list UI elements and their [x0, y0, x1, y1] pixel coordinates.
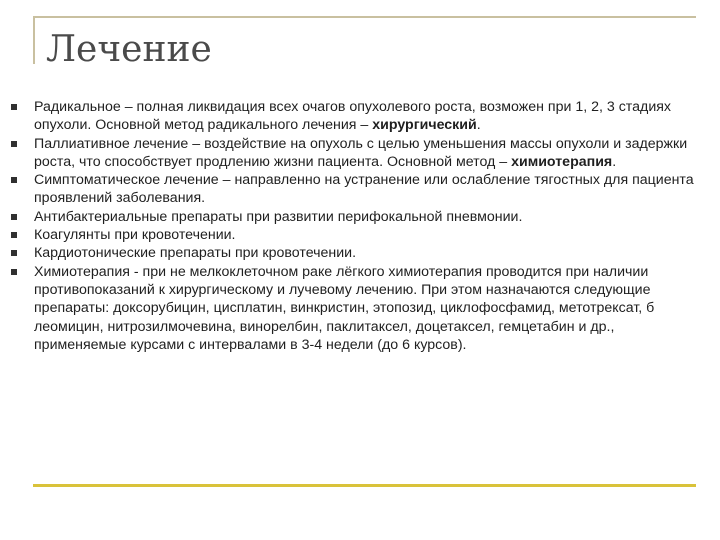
left-decorative-line — [33, 16, 35, 64]
bullet-bold-text: химиотерапия — [511, 153, 613, 170]
bullet-square-icon — [11, 141, 17, 147]
bullet-square-icon — [11, 177, 17, 183]
bullet-text: Симптоматическое лечение – направленно на устранение или ослабление тягостных для пациента проявлений заболевания. — [34, 172, 694, 207]
bullet-square-icon — [11, 232, 17, 238]
bullet-square-icon — [11, 214, 17, 220]
bullet-text: Радикальное – полная ликвидация всех очагов опухолевого роста, возможен при 1, 2, 3 стадиях опухоли. Основной метод радикального лечения – — [34, 99, 672, 134]
bullet-item-palliative — [0, 135, 694, 172]
bullet-square-icon — [11, 269, 17, 275]
bullet-list — [0, 98, 720, 354]
bullet-text: Химиотерапия - при не мелкоклеточном раке лёгкого химиотерапия проводится при наличии противопоказаний к хирургическому и лучевому лечению. При этом назначаются следующие препараты: доксорубицин, цисплатин, винкристин, этопозид, циклофосфамид, метотрексат, б леомицин, нитрозилмочевина, винорелбин, паклитаксел, доцетаксел, гемцетабин и др., применяемые курсами с интервалами в 3-4 недели (до 6 курсов). — [34, 263, 655, 353]
bullet-tail-text: . — [476, 117, 481, 134]
bottom-decorative-line — [33, 484, 696, 487]
bullet-item-cardiotonic — [0, 244, 694, 262]
bullet-item-chemotherapy — [0, 263, 694, 354]
bullet-square-icon — [11, 250, 17, 256]
bullet-text: Коагулянты при кровотечении. — [34, 227, 236, 244]
bullet-item-antibacterial — [0, 208, 694, 226]
bullet-item-radical — [0, 98, 694, 135]
bullet-text: Паллиативное лечение – воздействие на опухоль с целью уменьшения массы опухоли и задержки роста, что способствует продлению жизни пациента. Основной метод – — [34, 135, 688, 170]
bullet-bold-text: хирургический — [372, 117, 477, 134]
bullet-square-icon — [11, 104, 17, 110]
bullet-text: Антибактериальные препараты при развитии перифокальной пневмонии. — [34, 208, 523, 225]
bullet-tail-text: . — [612, 153, 617, 170]
bullet-item-coagulants — [0, 226, 694, 244]
bullet-item-symptomatic — [0, 171, 694, 208]
bullet-text: Кардиотонические препараты при кровотечении. — [34, 245, 357, 262]
slide-title: Лечение — [46, 29, 212, 70]
top-decorative-line — [33, 16, 696, 18]
